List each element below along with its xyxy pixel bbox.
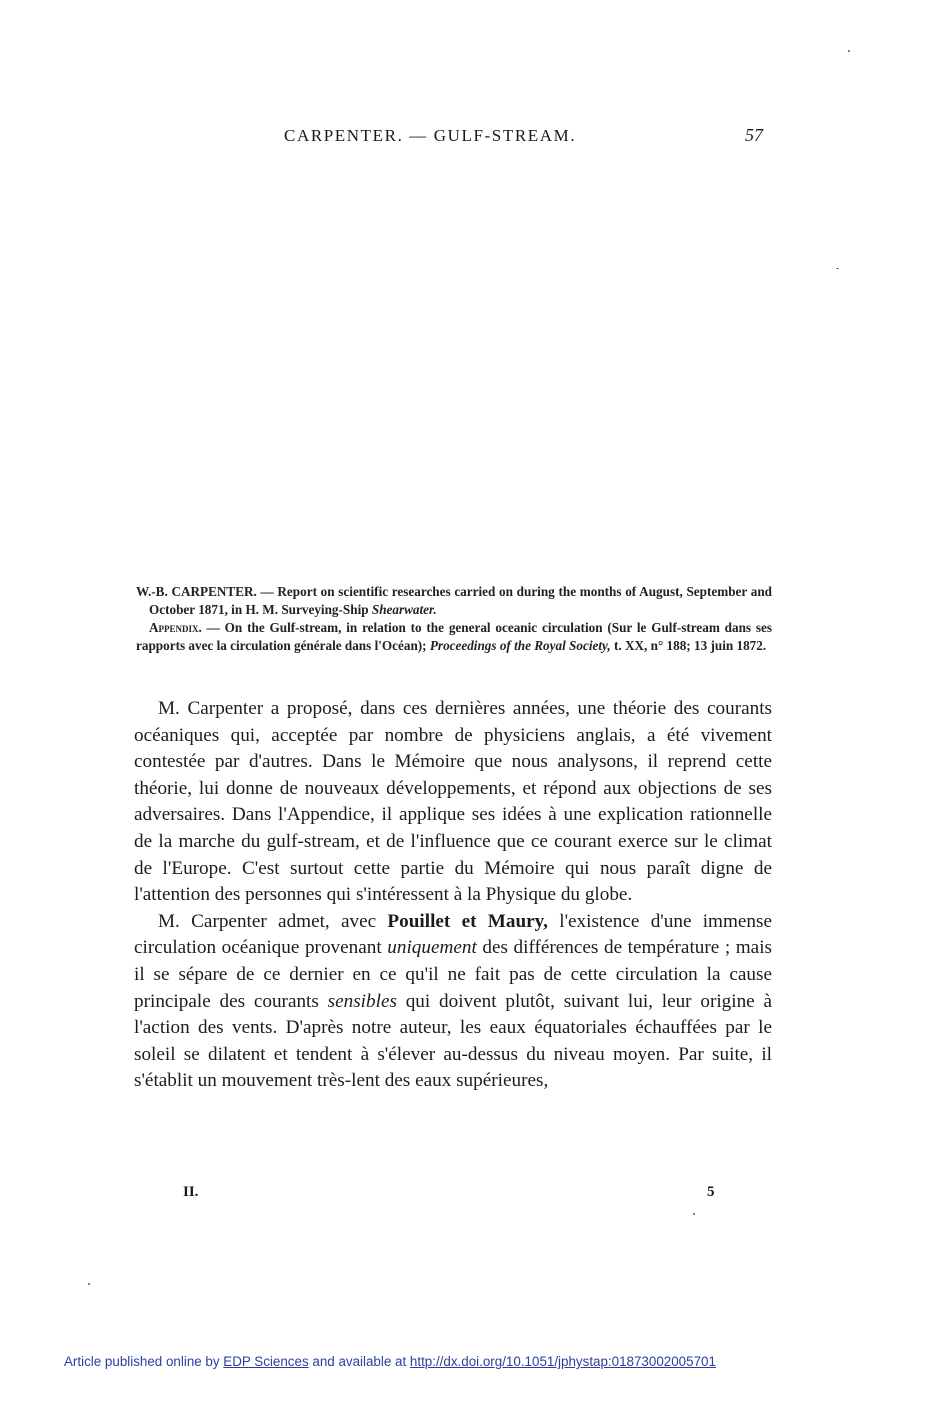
p2-emphasis-uniquement: uniquement xyxy=(387,937,477,959)
p2-names: Pouillet et Maury, xyxy=(387,910,548,932)
scan-speck xyxy=(693,1213,695,1215)
p2-text-e: des différences de température ; mais il se sépare de ce dernier en ce qu'il ne fait pas de cette circulation la cause principale des courants xyxy=(134,937,772,1012)
publisher-link[interactable]: EDP Sciences xyxy=(223,1354,309,1369)
article-body xyxy=(134,696,772,1095)
page-number: 57 xyxy=(745,125,763,145)
p2-text-c: l'existence d'une immense circulation océanique provenant xyxy=(134,910,773,959)
p2-emphasis-sensibles: sensibles xyxy=(327,990,397,1012)
bibliographic-reference xyxy=(136,583,772,655)
running-head: CARPENTER. — GULF-STREAM. xyxy=(284,126,577,145)
reference-author: W.-B. CARPENTER. xyxy=(136,584,257,599)
sheet-signature: 5 xyxy=(707,1184,715,1200)
footer-middle: and available at xyxy=(308,1354,410,1369)
doi-link[interactable]: http://dx.doi.org/10.1051/jphystap:01873002005701 xyxy=(409,1354,716,1369)
p2-text-a: M. Carpenter admet, avec xyxy=(158,910,388,932)
appendix-label: Appendix. xyxy=(149,620,202,635)
reference-title: — Report on scientific researches carried on during the months of August, September and October 1871, in H. M. Surveying-Ship xyxy=(149,584,772,617)
citation-details: t. XX, n° 188; 13 juin 1872. xyxy=(610,638,767,653)
reference-entry xyxy=(136,583,772,619)
publisher-footer xyxy=(64,1354,716,1369)
ship-name: Shearwater. xyxy=(371,602,437,617)
appendix-entry xyxy=(136,619,772,655)
footer-prefix: Article published online by xyxy=(64,1354,224,1369)
scan-speck xyxy=(836,268,839,269)
paragraph-2 xyxy=(134,909,772,1095)
scan-speck xyxy=(88,1283,90,1285)
scan-speck xyxy=(848,50,850,52)
journal-name: Proceedings of the Royal Society, xyxy=(429,638,611,653)
paragraph-1: M. Carpenter a proposé, dans ces dernières années, une théorie des courants océaniques qui, acceptée par nombre de physiciens anglais, a été vivement contestée par d'autres. Dans le Mémoire que nous analysons, il reprend cette théorie, lui donne de nouveaux développements, et répond aux objections de ses adversaires. Dans l'Appendice, il applique ses idées à une explication rationnelle de la marche du gulf-stream, et de l'influence que ce courant exerce sur le climat de l'Europe. C'est surtout cette partie du Mémoire qui nous paraît digne de l'attention des personnes qui s'intéressent à la Physique du globe. xyxy=(134,698,772,906)
p2-text-g: qui doivent plutôt, suivant lui, leur origine à l'action des vents. D'après notre auteur, les eaux équatoriales échauffées par le soleil se dilatent et tendent à s'élever au-dessus du niveau moyen. Par suite, il s'établit un mouvement très-lent des eaux supérieures, xyxy=(134,990,772,1092)
volume-signature: II. xyxy=(183,1184,199,1200)
appendix-text: — On the Gulf-stream, in relation to the general oceanic circulation (Sur le Gulf-stream dans ses rapports avec la circulation générale dans l'Océan); xyxy=(136,620,772,653)
